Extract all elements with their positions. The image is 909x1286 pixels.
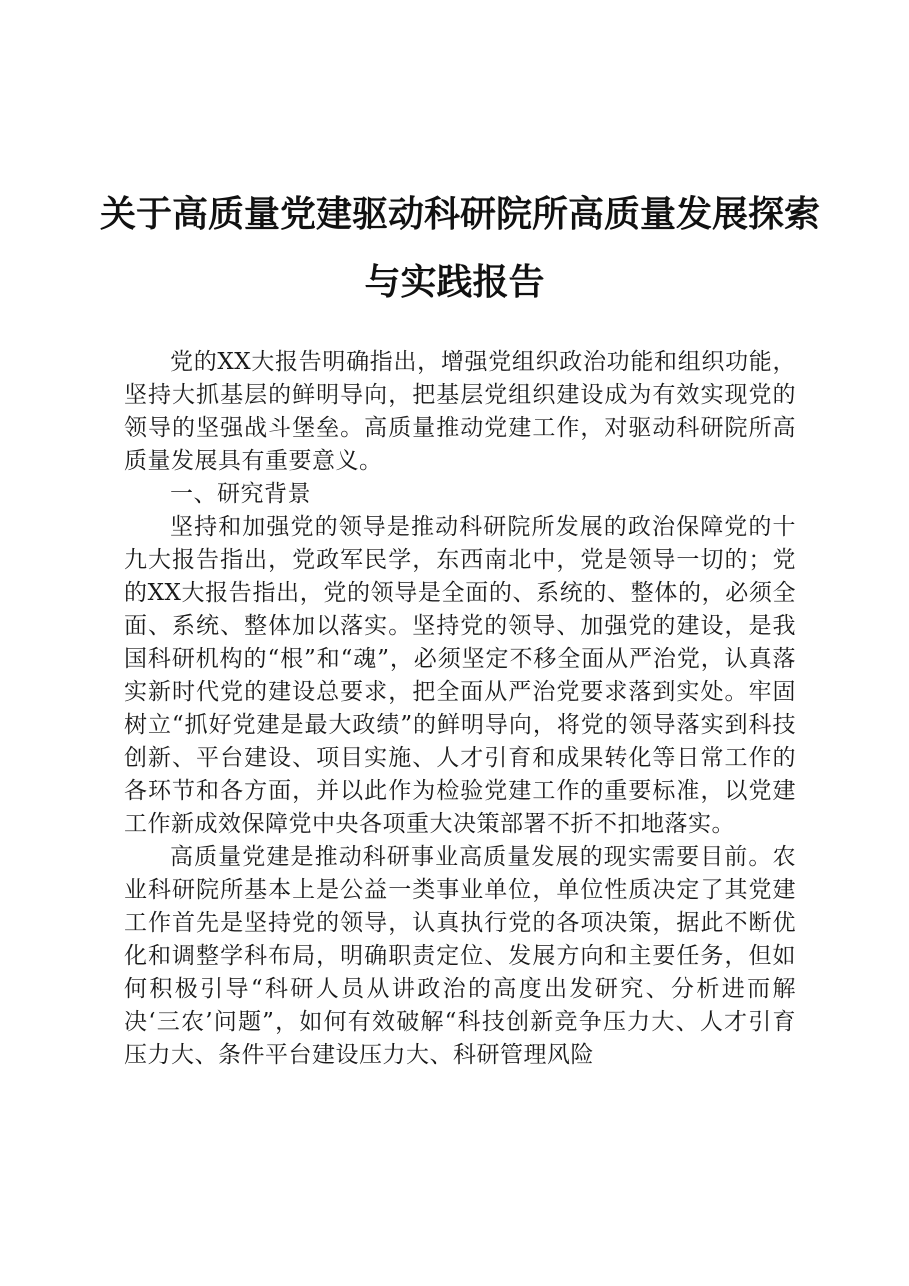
document-body bbox=[124, 346, 796, 1072]
document-title-line-2: 与实践报告 bbox=[364, 261, 545, 303]
section-heading-background: 一、研究背景 bbox=[170, 481, 311, 507]
document-title-line-1: 关于高质量党建驱动科研院所高质量发展探索 bbox=[100, 193, 821, 235]
background-paragraph-2: 高质量党建是推动科研事业高质量发展的现实需要目前。农业科研院所基本上是公益一类事业单位，单位性质决定了其党建工作首先是坚持党的领导，认真执行党的各项决策，据此不断优化和调整学科布局，明确职责定位、发展方向和主要任务，但如何积极引导“科研人员从讲政治的高度出发研究、分析进而解决‘三农’问题”，如何有效破解“科技创新竞争压力大、人才引育压力大、条件平台建设压力大、科研管理风险 bbox=[124, 844, 796, 1068]
background-paragraph-1: 坚持和加强党的领导是推动科研院所发展的政治保障党的十九大报告指出，党政军民学，东西南北中，党是领导一切的；党的XX大报告指出，党的领导是全面的、系统的、整体的，必须全面、系统、整体加以落实。坚持党的领导、加强党的建设，是我国科研机构的“根”和“魂”，必须坚定不移全面从严治党，认真落实新时代党的建设总要求，把全面从严治党要求落到实处。牢固树立“抓好党建是最大政绩”的鲜明导向，将党的领导落实到科技创新、平台建设、项目实施、人才引育和成果转化等日常工作的各环节和各方面，并以此作为检验党建工作的重要标准，以党建工作新成效保障党中央各项重大决策部署不折不扣地落实。 bbox=[124, 514, 796, 837]
intro-paragraph: 党的XX大报告明确指出，增强党组织政治功能和组织功能，坚持大抓基层的鲜明导向，把基层党组织建设成为有效实现党的领导的坚强战斗堡垒。高质量推动党建工作，对驱动科研院所高质量发展具有重要意义。 bbox=[124, 349, 796, 474]
